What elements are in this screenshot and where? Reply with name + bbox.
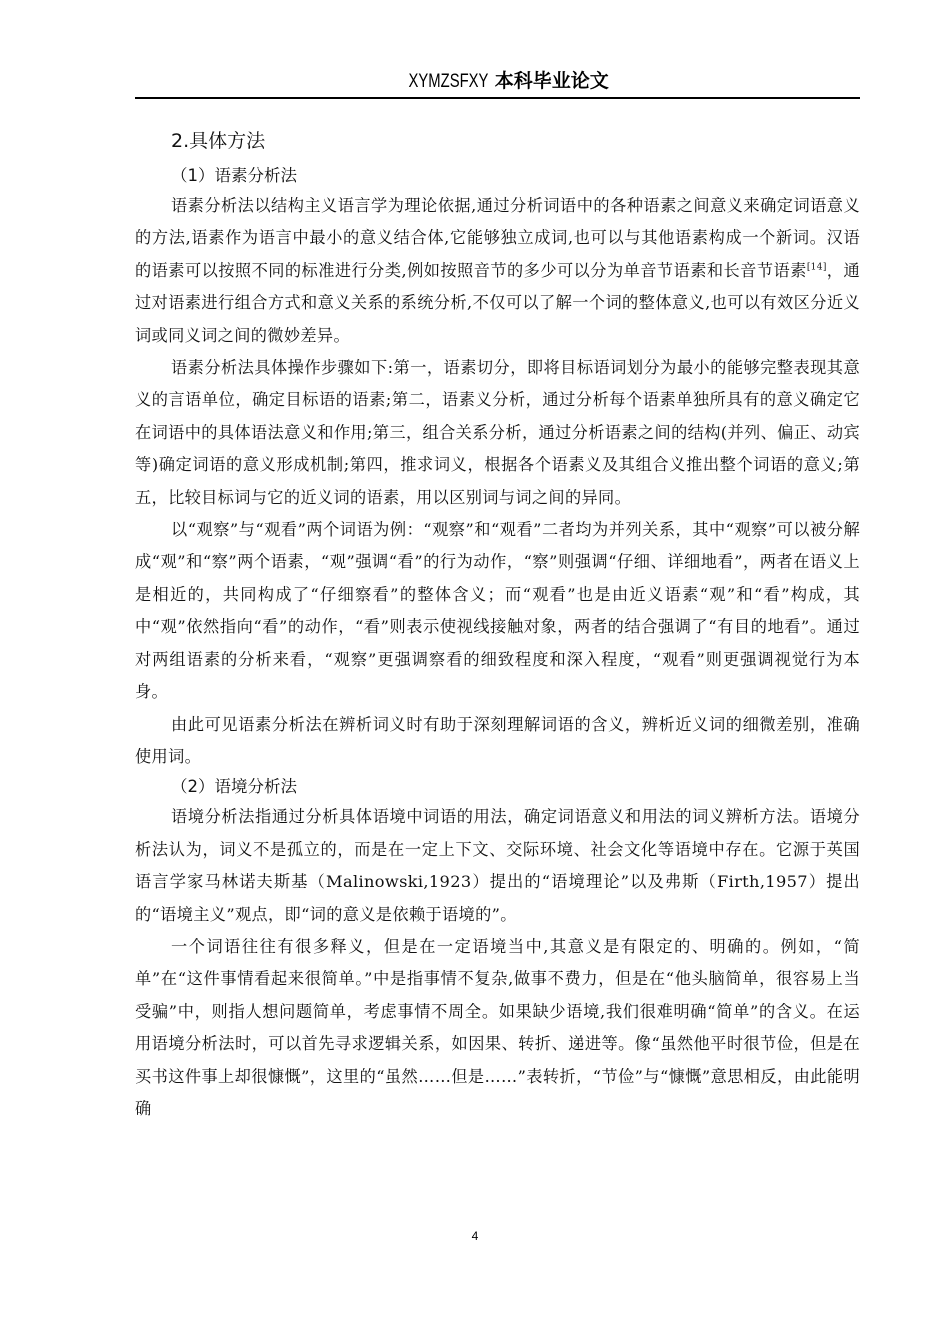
page-body [135, 126, 860, 1125]
subsection-heading-1: （1）语素分析法 [171, 166, 297, 185]
page-number: 4 [471, 1229, 479, 1243]
header-divider [135, 97, 860, 99]
paragraph-text: ，通过对语素进行组合方式和意义关系的系统分析,不仅可以了解一个词的整体意义,也可以有效区分近义词或同义词之间的微妙差异。 [135, 260, 860, 345]
paragraph: 以“观察”与“观看”两个词语为例：“观察”和“观看”二者均为并列关系，其中“观察”可以被分解成“观”和“察”两个语素，“观”强调“看”的行为动作，“察”则强调“仔细、详细地看”，两者在语义上是相近的，共同构成了“仔细察看”的整体含义；而“观看”也是由近义语素“观”和“看”构成，其中“观”依然指向“看”的动作，“看”则表示使视线接触对象，两者的结合强调了“有目的地看”。通过对两组语素的分析来看，“观察”更强调察看的细致程度和深入程度，“观看”则更强调视觉行为本身。 [135, 520, 860, 702]
header-school-code: XYMZSFXY [408, 71, 489, 92]
paragraph: 由此可见语素分析法在辨析词义时有助于深刻理解词语的含义，辨析近义词的细微差别，准确使用词。 [135, 714, 860, 766]
paragraph: 一个词语往往有很多释义，但是在一定语境当中,其意义是有限定的、明确的。例如，“简单”在“这件事情看起来很简单。”中是指事情不复杂,做事不费力，但是在“他头脑简单，很容易上当受骗”中，则指人想问题简单，考虑事情不周全。如果缺少语境,我们很难明确“简单”的含义。在运用语境分析法时，可以首先寻求逻辑关系，如因果、转折、递进等。像“虽然他平时很节俭，但是在买书这件事上却很慷慨”，这里的“虽然……但是……”表转折，“节俭”与“慷慨”意思相反，由此能明确 [135, 936, 860, 1118]
subsection-heading-2: （2）语境分析法 [171, 777, 297, 797]
paragraph: 语素分析法具体操作步骤如下:第一，语素切分，即将目标语词划分为最小的能够完整表现其意义的言语单位，确定目标语的语素;第二，语素义分析，通过分析每个语素单独所具有的意义确定它在词语中的具体语法意义和作用;第三，组合关系分析，通过分析语素之间的结构(并列、偏正、动宾等)确定词语的意义形成机制;第四，推求词义，根据各个语素义及其组合义推出整个词语的意义;第五，比较目标词与它的近义词的语素，用以区别词与词之间的异同。 [135, 358, 860, 507]
paragraph-text: 语素分析法以结构主义语言学为理论依据,通过分析词语中的各种语素之间意义来确定词语意义的方法,语素作为语言中最小的意义结合体,它能够独立成词,也可以与其他语素构成一个新词。汉语的语素可以按照不同的标准进行分类,例如按照音节的多少可以分为单音节语素和长音节语素 [135, 196, 860, 280]
section-heading: 2.具体方法 [171, 130, 266, 152]
header-title: 本科毕业论文 [494, 70, 609, 92]
citation-ref: [14] [806, 262, 827, 273]
paragraph: 语境分析法指通过分析具体语境中词语的用法，确定词语意义和用法的词义辨析方法。语境分析法认为，词义不是孤立的，而是在一定上下文、交际环境、社会文化等语境中存在。它源于英国语言学家马林诺夫斯基（Malinowski,1923）提出的“语境理论”以及弗斯（Firth,1957）提出的“语境主义”观点，即“词的意义是依赖于语境的”。 [135, 807, 860, 924]
page-header [135, 68, 860, 95]
paragraph [135, 190, 860, 352]
